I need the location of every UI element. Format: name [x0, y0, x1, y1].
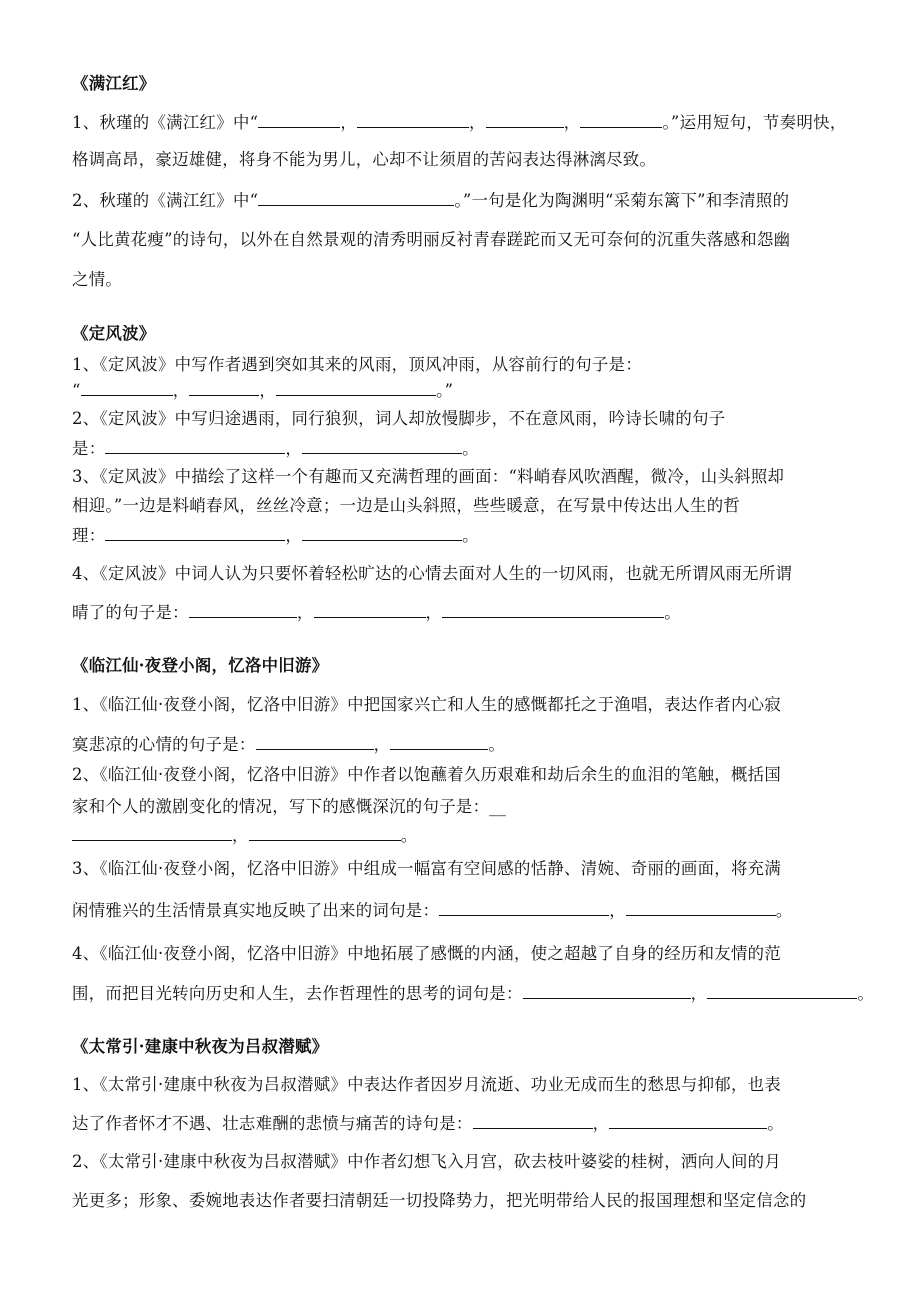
section-title: 《定风波》 — [72, 324, 156, 343]
question-line: 格调高昂，豪迈雄健，将身不能为男儿，心却不让须眉的苦闷表达得淋漓尽致。 — [72, 150, 657, 169]
answer-blank[interactable] — [390, 734, 488, 750]
section-title: 《满江红》 — [72, 74, 156, 93]
question-line: 1、《定风波》中写作者遇到突如其来的风雨，顶风冲雨，从容前行的句子是： — [72, 355, 643, 374]
answer-blank[interactable] — [357, 112, 469, 128]
answer-blank[interactable] — [189, 380, 259, 396]
question-line: 4、《临江仙·夜登小阁，忆洛中旧游》中地拓展了感慨的内涵，使之超越了自身的经历和友情的范 — [72, 944, 782, 963]
answer-blank[interactable] — [276, 380, 436, 396]
answer-blank[interactable] — [302, 438, 462, 454]
answer-blank[interactable] — [105, 438, 285, 454]
section-title: 《临江仙·夜登小阁，忆洛中旧游》 — [72, 656, 329, 675]
question-line: ， 。 — [72, 825, 417, 846]
question-line: 相迎。”一边是料峭春风，丝丝冷意；一边是山头斜照，些些暖意，在写景中传达出人生的哲 — [72, 496, 741, 515]
answer-blank[interactable] — [189, 602, 297, 618]
question-line: 2、《太常引·建康中秋夜为吕叔潜赋》中作者幻想飞入月宫，砍去枝叶婆娑的桂树，洒向人间的月 — [72, 1152, 782, 1171]
question-line: 1、秋瑾的《满江红》中“ ， ， ， 。”运用短句，节奏明快， — [72, 113, 847, 132]
answer-blank[interactable] — [523, 983, 691, 999]
question-line: 是： ， 。 — [72, 439, 479, 458]
question-line: 之情。 — [72, 270, 123, 289]
answer-blank[interactable] — [258, 112, 340, 128]
question-line: “ ， ， 。” — [72, 381, 454, 400]
answer-blank[interactable] — [72, 825, 232, 841]
question-line: 2、《定风波》中写归途遇雨，同行狼狈，词人却放慢脚步，不在意风雨，吟诗长啸的句子 — [72, 409, 726, 428]
question-line: 家和个人的激剧变化的情况，写下的感慨深沉的句子是：__ — [72, 797, 507, 816]
question-line: 理： ， 。 — [72, 526, 479, 545]
answer-blank[interactable] — [258, 190, 454, 206]
answer-blank[interactable] — [302, 525, 462, 541]
question-line: 围，而把目光转向历史和人生，去作哲理性的思考的词句是： ， 。 — [72, 984, 875, 1003]
answer-blank[interactable] — [442, 602, 664, 618]
answer-blank[interactable] — [580, 112, 662, 128]
question-line: 光更多；形象、委婉地表达作者要扫清朝廷一切投降势力，把光明带给人民的报国理想和坚定信念的 — [72, 1191, 807, 1210]
question-line: 达了作者怀才不遇、壮志难酬的悲愤与痛苦的诗句是： ， 。 — [72, 1114, 784, 1133]
answer-blank[interactable] — [609, 1113, 767, 1129]
question-line: 4、《定风波》中词人认为只要怀着轻松旷达的心情去面对人生的一切风雨，也就无所谓风雨无所谓 — [72, 564, 793, 583]
answer-blank[interactable] — [105, 525, 285, 541]
answer-blank[interactable] — [707, 983, 857, 999]
question-line: 1、《太常引·建康中秋夜为吕叔潜赋》中表达作者因岁月流逝、功业无成而生的愁思与抑郁，也表 — [72, 1075, 782, 1094]
question-line: 3、《临江仙·夜登小阁，忆洛中旧游》中组成一幅富有空间感的恬静、清婉、奇丽的画面，将充满 — [72, 859, 782, 878]
answer-blank[interactable] — [81, 380, 173, 396]
answer-blank[interactable] — [626, 900, 776, 916]
answer-blank[interactable] — [256, 734, 374, 750]
answer-blank[interactable] — [249, 825, 401, 841]
question-line: 寞悲凉的心情的句子是： ， 。 — [72, 735, 506, 754]
section-title: 《太常引·建康中秋夜为吕叔潜赋》 — [72, 1037, 329, 1056]
answer-blank[interactable] — [486, 112, 564, 128]
question-line: 闲情雅兴的生活情景真实地反映了出来的词句是： ， 。 — [72, 901, 793, 920]
question-line: 2、《临江仙·夜登小阁，忆洛中旧游》中作者以饱蘸着久历艰难和劫后余生的血泪的笔触，概括国 — [72, 765, 782, 784]
answer-blank[interactable] — [473, 1113, 593, 1129]
question-line: “人比黄花瘦”的诗句，以外在自然景观的清秀明丽反衬青春蹉跎而又无可奈何的沉重失落感和怨幽 — [72, 230, 791, 249]
question-line: 3、《定风波》中描绘了这样一个有趣而又充满哲理的画面：“料峭春风吹酒醒，微冷，山头斜照却 — [72, 467, 785, 486]
question-line: 2、秋瑾的《满江红》中“ 。”一句是化为陶渊明“采菊东篱下”和李清照的 — [72, 191, 790, 210]
answer-blank[interactable] — [439, 900, 609, 916]
question-line: 晴了的句子是： ， ， 。 — [72, 603, 681, 622]
question-line: 1、《临江仙·夜登小阁，忆洛中旧游》中把国家兴亡和人生的感慨都托之于渔唱，表达作者内心寂 — [72, 695, 782, 714]
answer-blank[interactable] — [314, 602, 426, 618]
